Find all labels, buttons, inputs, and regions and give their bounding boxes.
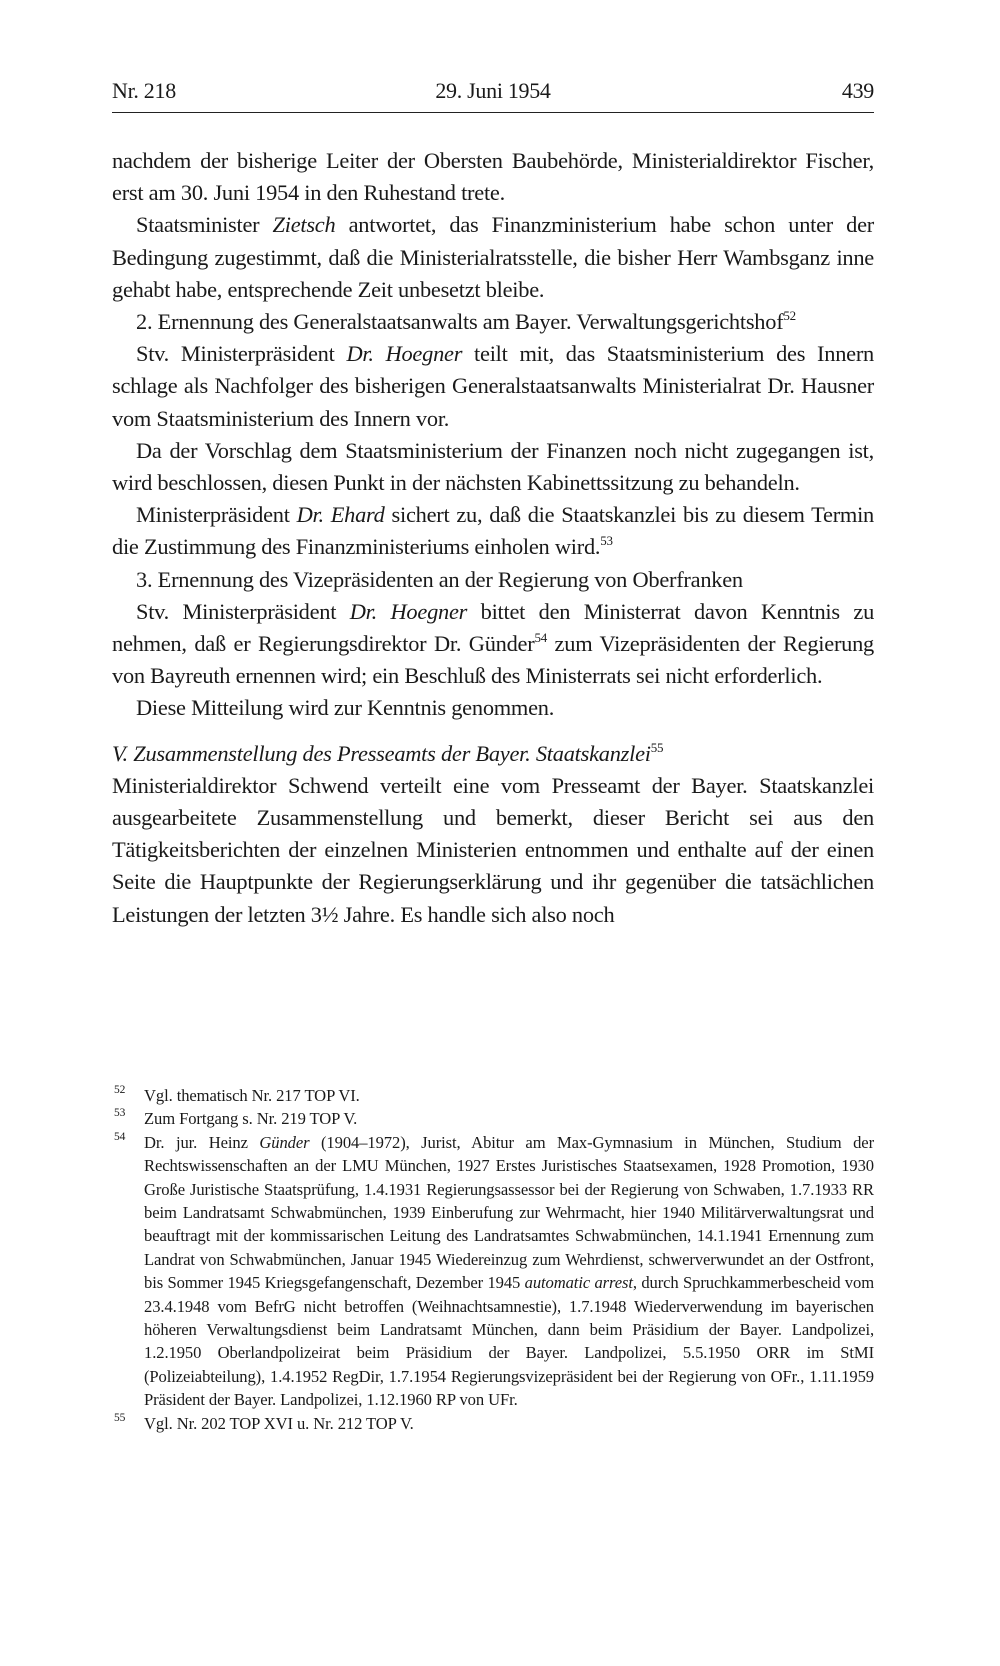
agenda-item-3-title: 3. Ernennung des Vizepräsidenten an der Regierung von Oberfranken <box>136 566 743 592</box>
footnote-ref[interactable]: 53 <box>600 533 613 549</box>
footnote-52: 52 Vgl. thematisch Nr. 217 TOP VI. <box>112 1084 874 1107</box>
paragraph-hoegner-1: Stv. Ministerpräsident Dr. Hoegner teilt mit, das Staatsministerium des Innern schlage als Nachfolger des bisherigen Generalstaatsanwalts Ministerialrat Dr. Hausner vom Staatsministerium des Innern vor. <box>112 341 874 431</box>
main-text <box>112 145 874 931</box>
person-name: Dr. Hoegner <box>349 598 468 624</box>
footnote-ref[interactable]: 54 <box>534 630 547 646</box>
footnote-55: 55 Vgl. Nr. 202 TOP XVI u. Nr. 212 TOP V. <box>112 1412 874 1435</box>
session-date: 29. Juni 1954 <box>435 78 551 103</box>
paragraph-ehard: Ministerpräsident Dr. Ehard sichert zu, daß die Staatskanzlei bis zu diesem Termin die Zustimmung des Finanzministeriums einholen wird.$^{53}$ <box>112 502 874 560</box>
agenda-item-2-title: 2. Ernennung des Generalstaatsanwalts am Bayer. Verwaltungsgerichtshof$^{52}$ <box>136 308 796 335</box>
footnotes <box>112 1084 874 1435</box>
paragraph-acknowledged: Diese Mitteilung wird zur Kenntnis genommen. <box>136 695 555 721</box>
section-v-heading: V. Zusammenstellung des Presseamts der Bayer. Staatskanzlei$^{55}$ <box>112 739 664 766</box>
paragraph-schwend: Ministerialdirektor Schwend verteilt eine vom Presseamt der Bayer. Staatskanzlei ausgearbeitete Zusammenstellung und bemerkt, dieser Bericht sei aus den Tätigkeitsberichten der einzelnen Ministerien entnommen und enthalte auf der einen Seite die Hauptpunkte der Regierungserklärung und ihr gegenüber die tatsächlichen Leistungen der letzten 3½ Jahre. Es handle sich also noch <box>112 772 874 927</box>
paragraph-hoegner-2: Stv. Ministerpräsident Dr. Hoegner bittet den Ministerrat davon Kenntnis zu nehmen, daß er Regierungsdirektor Dr. Günder$^{54}$ zum Vizepräsidenten der Regierung von Bayreuth ernennen wird; ein Beschluß des Ministerrats sei nicht erforderlich. <box>112 598 875 689</box>
footnote-number: 55 <box>114 1411 126 1424</box>
person-name: Zietsch <box>272 212 336 238</box>
document-number: Nr. 218 <box>112 78 176 103</box>
italic-term: automatic arrest <box>524 1273 633 1293</box>
paragraph-resolution: Da der Vorschlag dem Staatsministerium der Finanzen noch nicht zugegangen ist, wird beschlossen, diesen Punkt in der nächsten Kabinettssitzung zu behandeln. <box>112 437 874 496</box>
paragraph-zietsch: Staatsminister Zietsch antwortet, das Finanzministerium habe schon unter der Bedingung zugestimmt, daß die Ministerialratsstelle, die bisher Herr Wambsganz inne gehabt habe, entsprechende Zeit unbesetzt bleibe. <box>112 212 874 302</box>
running-header <box>112 78 874 108</box>
footnote-number: 53 <box>114 1107 126 1120</box>
footnote-53: 53 Zum Fortgang s. Nr. 219 TOP V. <box>112 1107 874 1130</box>
footnote-number: 52 <box>114 1084 126 1096</box>
paragraph-continuation: nachdem der bisherige Leiter der Obersten Baubehörde, Ministerialdirektor Fischer, erst am 30. Juni 1954 in den Ruhestand trete. <box>112 148 874 206</box>
person-name: Dr. Ehard <box>296 502 385 528</box>
person-name: Dr. Hoegner <box>346 341 463 367</box>
header-rule <box>112 112 874 113</box>
person-name: Günder <box>259 1132 310 1152</box>
page-number: 439 <box>841 78 874 103</box>
footnote-ref[interactable]: 52 <box>783 308 796 324</box>
footnote-54: 54 Dr. jur. Heinz Günder (1904–1972), Jurist, Abitur am Max-Gymnasium in München, Studium der Rechtswissenschaften an der LMU München, 1927 Erstes Juristisches Staatsexamen, 1928 Promotion, 1930 Große Juristische Staatsprüfung, 1.4.1931 Regierungsassessor bei der Regierung von Schwaben, 1.7.1933 RR beim Landratsamt Schwabmünchen, 1939 Einberufung zur Wehrmacht, hier 1940 Militärverwaltungsrat und beauftragt mit der kommissarischen Leitung des Landratsamtes Schwabmünchen, 14.1.1941 Ernennung zum Landrat von Schwabmünchen, Januar 1945 Wiedereinzug zum Wehrdienst, schwerverwundet an der Ostfront, bis Sommer 1945 Kriegsgefangenschaft, Dezember 1945 automatic arrest, durch Spruchkammerbescheid vom 23.4.1948 vom BefrG nicht betroffen (Weihnachtsamnestie), 1.7.1948 Wiederverwendung im bayerischen höheren Verwaltungsdienst beim Landratsamt München, dann beim Präsidium der Bayer. Landpolizei, 1.2.1950 Oberlandpolizeirat beim Präsidium der Bayer. Landpolizei, 5.5.1950 ORR im StMI (Polizeiabteilung), 1.4.1952 RegDir, 1.7.1954 Regierungsvizepräsident bei der Regierung von OFr., 1.11.1959 Präsident der Bayer. Landpolizei, 1.12.1960 RP von UFr. <box>112 1131 874 1412</box>
footnote-ref[interactable]: 55 <box>650 739 664 755</box>
footnote-number: 54 <box>114 1130 126 1143</box>
